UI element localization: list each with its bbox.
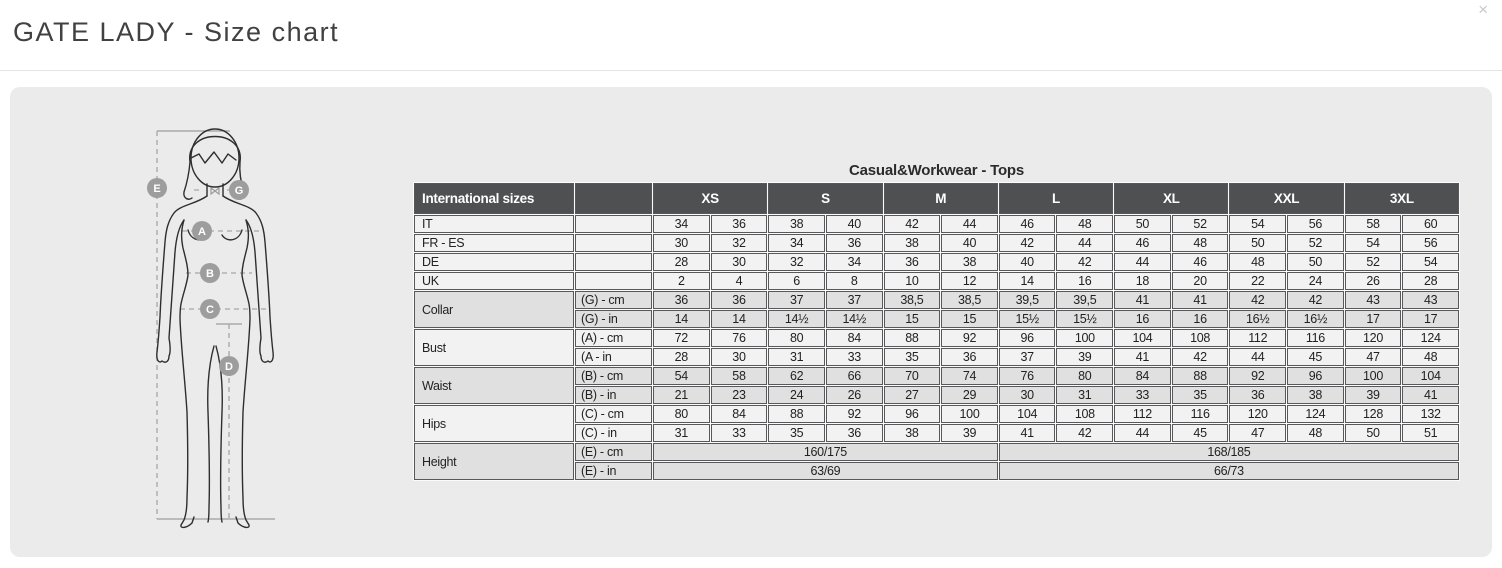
row-label: Waist [414,367,574,404]
size-value: 44 [1114,424,1171,442]
left-arm-outline [157,196,207,362]
size-value: 31 [1056,386,1113,404]
hair-fringe [191,152,236,163]
marker-A [192,221,212,241]
size-group-header-l: L [999,183,1113,214]
size-group-header-xxl: XXL [1229,183,1343,214]
size-value: 44 [941,215,998,233]
size-group-header-s: S [768,183,882,214]
size-value: 100 [1056,329,1113,347]
row-label: Height [414,443,574,480]
size-value: 120 [1345,329,1402,347]
size-value: 32 [711,234,768,252]
size-value: 45 [1172,424,1229,442]
size-value: 14 [653,310,710,328]
size-value: 48 [1229,253,1286,271]
unit-label: (C) - cm [575,405,652,423]
size-value: 62 [768,367,825,385]
size-value: 100 [941,405,998,423]
size-value: 39,5 [1056,291,1113,309]
size-value: 16½ [1287,310,1344,328]
size-value: 52 [1172,215,1229,233]
row-label: Collar [414,291,574,328]
size-value: 48 [1287,424,1344,442]
size-value: 43 [1402,291,1459,309]
size-value: 14 [999,272,1056,290]
size-value: 35 [1172,386,1229,404]
size-value: 24 [1287,272,1344,290]
svg-text:G: G [234,185,244,197]
size-value: 52 [1287,234,1344,252]
size-value: 28 [1402,272,1459,290]
unit-label: (A - in [575,348,652,366]
size-value: 36 [1229,386,1286,404]
size-value: 30 [711,253,768,271]
size-value: 30 [999,386,1056,404]
size-table-body [414,215,1459,480]
height-span-value: 160/175 [653,443,998,461]
size-table [413,182,1460,481]
corner-spacer-cell [575,183,652,214]
size-value: 39 [1345,386,1402,404]
size-value: 34 [768,234,825,252]
size-value: 42 [884,215,941,233]
row-label: FR - ES [414,234,574,252]
size-value: 31 [653,424,710,442]
size-value: 40 [826,215,883,233]
size-value: 112 [1114,405,1171,423]
size-value: 10 [884,272,941,290]
size-value: 36 [826,424,883,442]
unit-label: (G) - in [575,310,652,328]
size-value: 36 [711,215,768,233]
table-row [414,443,1459,461]
size-value: 70 [884,367,941,385]
size-value: 88 [884,329,941,347]
size-value: 15½ [999,310,1056,328]
size-value: 29 [941,386,998,404]
size-value: 36 [711,291,768,309]
size-value: 39 [1056,348,1113,366]
size-value: 38 [941,253,998,271]
size-value: 48 [1402,348,1459,366]
size-value: 96 [1287,367,1344,385]
size-value: 60 [1402,215,1459,233]
size-value: 40 [999,253,1056,271]
size-value: 30 [653,234,710,252]
right-inner-leg [216,346,222,522]
marker-E [147,178,167,198]
marker-C [200,299,220,319]
size-value: 16 [1056,272,1113,290]
height-span-value: 63/69 [653,462,998,480]
size-value: 28 [653,253,710,271]
right-arm-outline [223,196,273,362]
size-value: 41 [1402,386,1459,404]
size-value: 42 [999,234,1056,252]
size-value: 35 [884,348,941,366]
size-value: 112 [1229,329,1286,347]
body-measurement-figure [130,112,300,536]
size-value: 50 [1229,234,1286,252]
size-value: 100 [1345,367,1402,385]
size-value: 26 [1345,272,1402,290]
size-value: 124 [1402,329,1459,347]
collar-bow-mark [211,188,219,194]
size-value: 58 [1345,215,1402,233]
size-value: 16½ [1229,310,1286,328]
table-row [414,253,1459,271]
size-value: 76 [999,367,1056,385]
size-value: 120 [1229,405,1286,423]
size-value: 46 [1114,234,1171,252]
size-value: 36 [941,348,998,366]
size-table-area [413,162,1460,481]
size-value: 22 [1229,272,1286,290]
right-torso-leg-outline [236,220,250,527]
svg-text:D: D [225,361,233,373]
size-value: 42 [1172,348,1229,366]
corner-header-cell: International sizes [414,183,574,214]
size-group-header-m: M [884,183,998,214]
size-value: 27 [884,386,941,404]
size-value: 44 [1114,253,1171,271]
size-value: 8 [826,272,883,290]
size-value: 38 [1287,386,1344,404]
size-value: 84 [1114,367,1171,385]
size-value: 72 [653,329,710,347]
left-inner-leg [208,346,214,522]
head-outline [191,129,239,187]
size-value: 42 [1056,424,1113,442]
size-value: 116 [1172,405,1229,423]
size-value: 74 [941,367,998,385]
table-row [414,367,1459,385]
size-value: 104 [1402,367,1459,385]
size-value: 17 [1345,310,1402,328]
svg-text:E: E [153,183,161,195]
size-value: 56 [1402,234,1459,252]
size-value: 33 [826,348,883,366]
row-label-spacer [575,272,652,290]
size-value: 38 [768,215,825,233]
size-value: 16 [1114,310,1171,328]
size-value: 37 [826,291,883,309]
size-value: 44 [1056,234,1113,252]
size-value: 128 [1345,405,1402,423]
height-span-value: 66/73 [999,462,1459,480]
size-value: 12 [941,272,998,290]
modal-header [0,0,1502,71]
size-value: 104 [1114,329,1171,347]
size-value: 26 [826,386,883,404]
size-value: 45 [1287,348,1344,366]
unit-label: (C) - in [575,424,652,442]
size-value: 104 [999,405,1056,423]
size-value: 51 [1402,424,1459,442]
unit-label: (B) - cm [575,367,652,385]
size-value: 14 [711,310,768,328]
size-value: 84 [826,329,883,347]
size-value: 96 [884,405,941,423]
size-value: 33 [1114,386,1171,404]
size-value: 31 [768,348,825,366]
size-value: 24 [768,386,825,404]
svg-text:A: A [198,226,206,238]
size-group-header-xs: XS [653,183,767,214]
unit-label: (E) - cm [575,443,652,461]
size-value: 88 [768,405,825,423]
size-value: 18 [1114,272,1171,290]
table-row [414,291,1459,309]
table-title: Casual&Workwear - Tops [848,162,1025,179]
size-value: 34 [653,215,710,233]
left-torso-leg-outline [180,220,194,527]
table-row [414,215,1459,233]
size-value: 23 [711,386,768,404]
size-value: 14½ [826,310,883,328]
size-value: 30 [711,348,768,366]
size-value: 47 [1345,348,1402,366]
size-value: 41 [1114,291,1171,309]
row-label: IT [414,215,574,233]
size-value: 84 [711,405,768,423]
row-label-spacer [575,215,652,233]
size-value: 37 [768,291,825,309]
size-value: 15 [884,310,941,328]
table-row [414,405,1459,423]
size-value: 38 [884,424,941,442]
size-value: 33 [711,424,768,442]
size-value: 17 [1402,310,1459,328]
table-row [414,234,1459,252]
size-value: 116 [1287,329,1344,347]
size-group-header-3xl: 3XL [1345,183,1459,214]
size-value: 56 [1287,215,1344,233]
size-value: 50 [1287,253,1344,271]
size-value: 15 [941,310,998,328]
size-value: 92 [941,329,998,347]
unit-label: (E) - in [575,462,652,480]
size-value: 92 [1229,367,1286,385]
size-value: 54 [1229,215,1286,233]
size-value: 48 [1172,234,1229,252]
unit-label: (B) - in [575,386,652,404]
size-value: 43 [1345,291,1402,309]
size-value: 132 [1402,405,1459,423]
close-icon[interactable]: × [1478,0,1488,19]
size-value: 54 [1402,253,1459,271]
size-value: 42 [1229,291,1286,309]
size-value: 58 [711,367,768,385]
marker-D [219,356,239,376]
row-label: Bust [414,329,574,366]
size-value: 46 [999,215,1056,233]
size-value: 50 [1114,215,1171,233]
size-value: 21 [653,386,710,404]
size-value: 47 [1229,424,1286,442]
row-label-spacer [575,253,652,271]
marker-B [200,263,220,283]
unit-label: (A) - cm [575,329,652,347]
figure-svg [130,112,300,536]
size-value: 36 [884,253,941,271]
table-row [414,329,1459,347]
size-value: 38,5 [884,291,941,309]
size-value: 40 [941,234,998,252]
size-value: 76 [711,329,768,347]
size-value: 39,5 [999,291,1056,309]
size-value: 92 [826,405,883,423]
size-value: 48 [1056,215,1113,233]
size-value: 42 [1287,291,1344,309]
size-value: 41 [999,424,1056,442]
size-value: 38,5 [941,291,998,309]
size-value: 36 [653,291,710,309]
table-row [414,272,1459,290]
height-span-value: 168/185 [999,443,1459,461]
size-value: 88 [1172,367,1229,385]
size-value: 28 [653,348,710,366]
size-value: 36 [826,234,883,252]
size-value: 54 [653,367,710,385]
size-value: 35 [768,424,825,442]
size-value: 2 [653,272,710,290]
size-value: 44 [1229,348,1286,366]
size-value: 41 [1172,291,1229,309]
size-value: 54 [1345,234,1402,252]
row-label-spacer [575,234,652,252]
row-label: UK [414,272,574,290]
size-value: 15½ [1056,310,1113,328]
size-value: 124 [1287,405,1344,423]
size-value: 32 [768,253,825,271]
size-value: 14½ [768,310,825,328]
size-value: 108 [1172,329,1229,347]
page-title: GATE LADY - Size chart [13,17,340,47]
size-value: 20 [1172,272,1229,290]
size-table-head [414,183,1459,214]
size-value: 80 [768,329,825,347]
size-value: 38 [884,234,941,252]
row-label: DE [414,253,574,271]
size-value: 50 [1345,424,1402,442]
size-value: 37 [999,348,1056,366]
unit-label: (G) - cm [575,291,652,309]
size-value: 34 [826,253,883,271]
size-value: 4 [711,272,768,290]
size-value: 41 [1114,348,1171,366]
size-value: 16 [1172,310,1229,328]
size-value: 52 [1345,253,1402,271]
size-value: 66 [826,367,883,385]
size-group-header-xl: XL [1114,183,1228,214]
size-value: 80 [653,405,710,423]
row-label: Hips [414,405,574,442]
size-value: 80 [1056,367,1113,385]
size-value: 42 [1056,253,1113,271]
size-value: 6 [768,272,825,290]
size-value: 46 [1172,253,1229,271]
marker-G [229,180,249,200]
svg-text:C: C [206,304,214,316]
size-value: 96 [999,329,1056,347]
size-value: 108 [1056,405,1113,423]
svg-text:B: B [206,268,214,280]
size-value: 39 [941,424,998,442]
